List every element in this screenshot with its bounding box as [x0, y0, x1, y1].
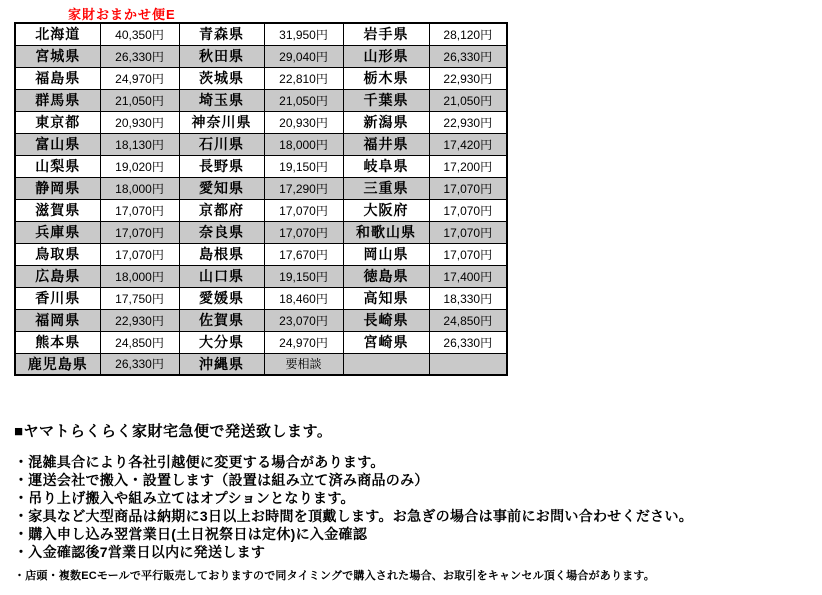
notes-heading: ■ヤマトらくらく家財宅急便で発送致します。 [14, 423, 333, 440]
table-row [15, 221, 507, 243]
price-cell: 24,850円 [100, 331, 179, 353]
note-bullet: ・吊り上げ搬入や組み立てはオプションとなります。 [14, 490, 355, 506]
prefecture-cell: 徳島県 [343, 265, 429, 287]
price-cell: 17,200円 [429, 155, 507, 177]
prefecture-cell: 鹿児島県 [15, 353, 100, 375]
note-bullet: ・運送会社で搬入・設置します（設置は組み立て済み商品のみ） [14, 472, 429, 488]
price-cell: 17,070円 [100, 221, 179, 243]
shipping-fee-table [14, 22, 508, 376]
table-row [15, 309, 507, 331]
price-cell: 18,130円 [100, 133, 179, 155]
price-cell: 18,000円 [264, 133, 343, 155]
page-title: 家財おまかせ便E [68, 7, 176, 22]
note-bullet: ・入金確認後7営業日以内に発送します [14, 544, 266, 560]
prefecture-cell: 千葉県 [343, 89, 429, 111]
prefecture-cell [343, 353, 429, 375]
price-cell: 18,000円 [100, 265, 179, 287]
prefecture-cell: 新潟県 [343, 111, 429, 133]
prefecture-cell: 広島県 [15, 265, 100, 287]
table-row [15, 265, 507, 287]
price-cell: 17,670円 [264, 243, 343, 265]
prefecture-cell: 愛媛県 [179, 287, 264, 309]
price-cell: 22,810円 [264, 67, 343, 89]
prefecture-cell: 岡山県 [343, 243, 429, 265]
table-row [15, 23, 507, 45]
prefecture-cell: 茨城県 [179, 67, 264, 89]
prefecture-cell: 石川県 [179, 133, 264, 155]
price-cell: 21,050円 [429, 89, 507, 111]
prefecture-cell: 秋田県 [179, 45, 264, 67]
shipping-fee-table-body [15, 23, 507, 375]
price-cell: 17,070円 [429, 199, 507, 221]
table-row [15, 133, 507, 155]
table-row [15, 331, 507, 353]
notes-footnote: ・店頭・複数ECモールで平行販売しておりますので同タイミングで購入された場合、お取引をキャンセル頂く場合があります。 [14, 570, 655, 582]
prefecture-cell: 山梨県 [15, 155, 100, 177]
notes-section [14, 420, 814, 583]
table-row [15, 155, 507, 177]
table-row [15, 177, 507, 199]
price-cell: 19,150円 [264, 265, 343, 287]
table-row [15, 243, 507, 265]
prefecture-cell: 山口県 [179, 265, 264, 287]
prefecture-cell: 宮崎県 [343, 331, 429, 353]
prefecture-cell: 群馬県 [15, 89, 100, 111]
price-cell: 22,930円 [429, 111, 507, 133]
price-cell: 21,050円 [264, 89, 343, 111]
price-cell [429, 353, 507, 375]
table-row [15, 67, 507, 89]
prefecture-cell: 島根県 [179, 243, 264, 265]
price-cell: 29,040円 [264, 45, 343, 67]
prefecture-cell: 兵庫県 [15, 221, 100, 243]
price-cell: 26,330円 [100, 45, 179, 67]
prefecture-cell: 神奈川県 [179, 111, 264, 133]
prefecture-cell: 愛知県 [179, 177, 264, 199]
prefecture-cell: 北海道 [15, 23, 100, 45]
price-cell: 17,400円 [429, 265, 507, 287]
price-cell: 24,850円 [429, 309, 507, 331]
prefecture-cell: 佐賀県 [179, 309, 264, 331]
prefecture-cell: 岩手県 [343, 23, 429, 45]
price-cell: 18,000円 [100, 177, 179, 199]
price-cell: 24,970円 [100, 67, 179, 89]
prefecture-cell: 福井県 [343, 133, 429, 155]
price-cell: 22,930円 [429, 67, 507, 89]
prefecture-cell: 富山県 [15, 133, 100, 155]
price-cell: 17,420円 [429, 133, 507, 155]
price-cell: 26,330円 [429, 45, 507, 67]
prefecture-cell: 福岡県 [15, 309, 100, 331]
price-cell: 17,070円 [429, 243, 507, 265]
prefecture-cell: 京都府 [179, 199, 264, 221]
table-row [15, 89, 507, 111]
notes-bullets [14, 453, 814, 561]
prefecture-cell: 埼玉県 [179, 89, 264, 111]
price-cell: 19,150円 [264, 155, 343, 177]
prefecture-cell: 岐阜県 [343, 155, 429, 177]
price-cell: 17,290円 [264, 177, 343, 199]
price-cell: 22,930円 [100, 309, 179, 331]
prefecture-cell: 鳥取県 [15, 243, 100, 265]
price-cell: 要相談 [264, 353, 343, 375]
price-cell: 17,070円 [264, 199, 343, 221]
prefecture-cell: 大阪府 [343, 199, 429, 221]
prefecture-cell: 長崎県 [343, 309, 429, 331]
price-cell: 17,750円 [100, 287, 179, 309]
prefecture-cell: 長野県 [179, 155, 264, 177]
prefecture-cell: 香川県 [15, 287, 100, 309]
price-cell: 18,460円 [264, 287, 343, 309]
price-cell: 28,120円 [429, 23, 507, 45]
prefecture-cell: 山形県 [343, 45, 429, 67]
prefecture-cell: 青森県 [179, 23, 264, 45]
prefecture-cell: 大分県 [179, 331, 264, 353]
prefecture-cell: 沖縄県 [179, 353, 264, 375]
table-row [15, 287, 507, 309]
prefecture-cell: 栃木県 [343, 67, 429, 89]
prefecture-cell: 高知県 [343, 287, 429, 309]
price-cell: 31,950円 [264, 23, 343, 45]
price-cell: 17,070円 [100, 243, 179, 265]
price-cell: 21,050円 [100, 89, 179, 111]
prefecture-cell: 滋賀県 [15, 199, 100, 221]
prefecture-cell: 奈良県 [179, 221, 264, 243]
note-bullet: ・購入申し込み翌営業日(土日祝祭日は定休)に入金確認 [14, 526, 368, 542]
table-row [15, 353, 507, 375]
price-cell: 23,070円 [264, 309, 343, 331]
price-cell: 19,020円 [100, 155, 179, 177]
prefecture-cell: 熊本県 [15, 331, 100, 353]
note-bullet: ・混雑具合により各社引越便に変更する場合があります。 [14, 454, 385, 470]
price-cell: 26,330円 [429, 331, 507, 353]
price-cell: 20,930円 [264, 111, 343, 133]
table-row [15, 45, 507, 67]
price-cell: 20,930円 [100, 111, 179, 133]
note-bullet: ・家具など大型商品は納期に3日以上お時間を頂戴します。お急ぎの場合は事前にお問い合わせください。 [14, 508, 694, 524]
price-cell: 17,070円 [429, 177, 507, 199]
prefecture-cell: 静岡県 [15, 177, 100, 199]
prefecture-cell: 福島県 [15, 67, 100, 89]
price-cell: 17,070円 [100, 199, 179, 221]
prefecture-cell: 宮城県 [15, 45, 100, 67]
prefecture-cell: 東京都 [15, 111, 100, 133]
price-cell: 17,070円 [429, 221, 507, 243]
table-row [15, 199, 507, 221]
prefecture-cell: 三重県 [343, 177, 429, 199]
price-cell: 40,350円 [100, 23, 179, 45]
price-cell: 17,070円 [264, 221, 343, 243]
price-cell: 24,970円 [264, 331, 343, 353]
price-cell: 26,330円 [100, 353, 179, 375]
table-row [15, 111, 507, 133]
price-cell: 18,330円 [429, 287, 507, 309]
prefecture-cell: 和歌山県 [343, 221, 429, 243]
